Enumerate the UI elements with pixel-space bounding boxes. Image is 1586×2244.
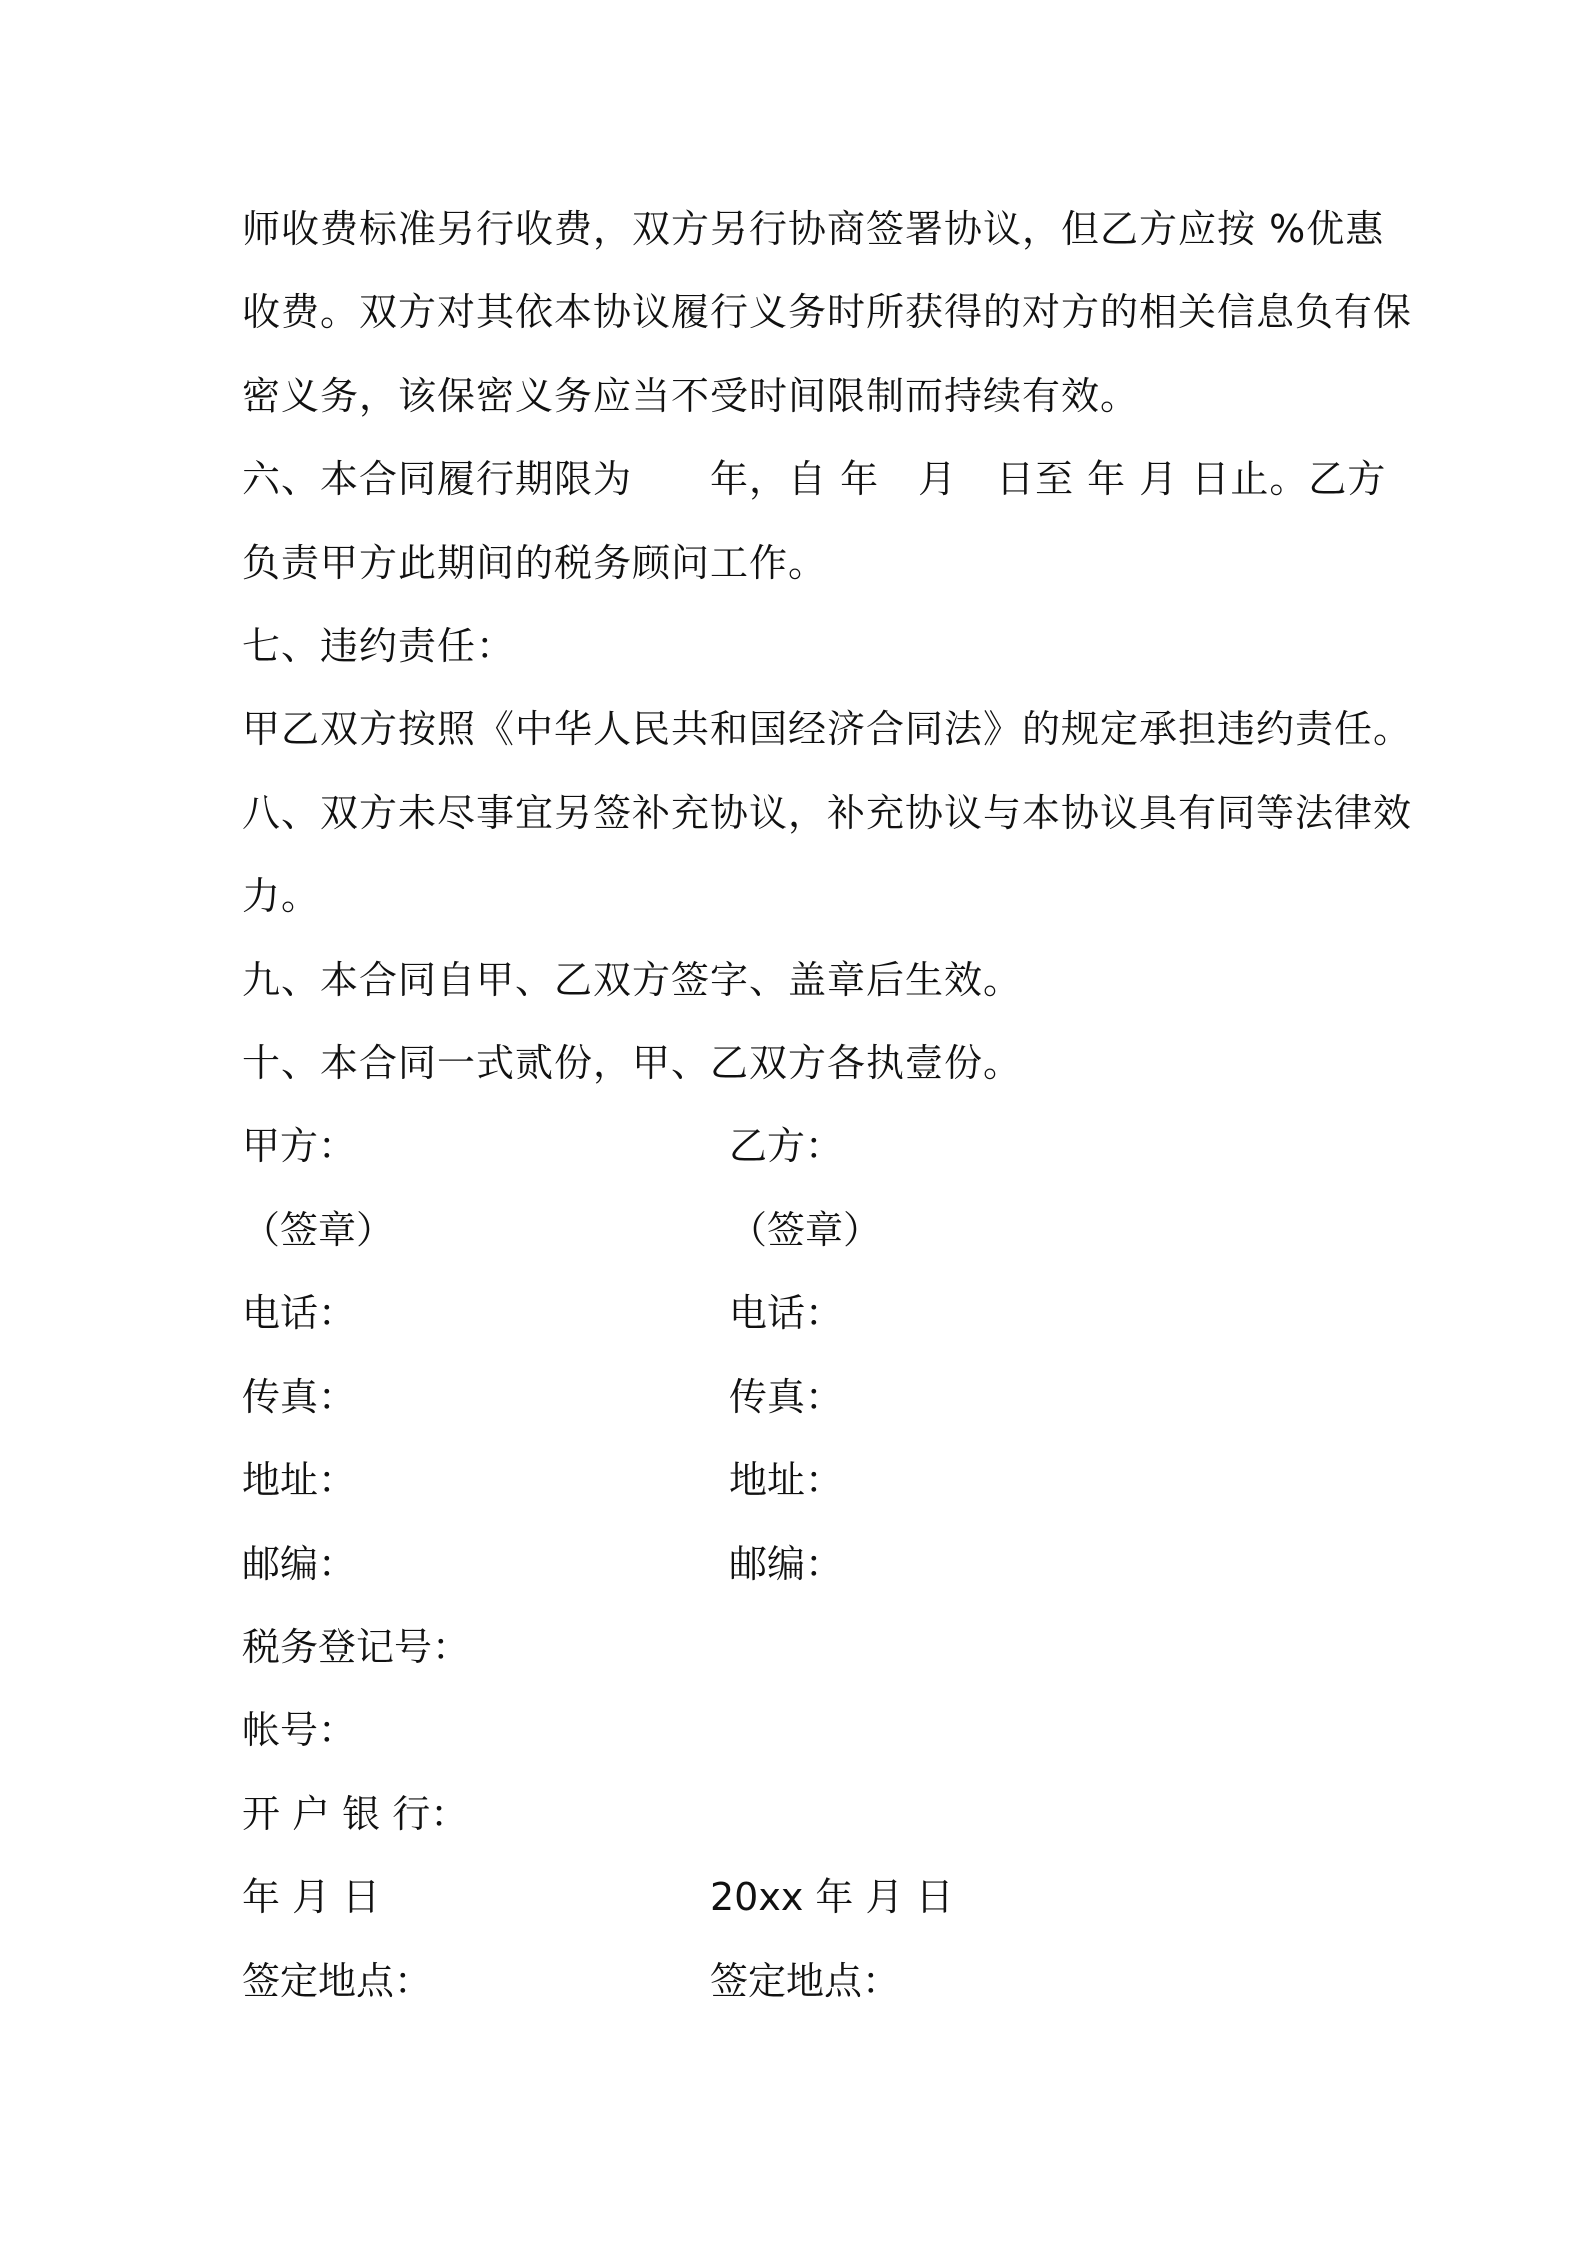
- seal-b-label: （签章）: [729, 1208, 882, 1252]
- account-label: 帐号：: [242, 1708, 357, 1752]
- paragraph-line: 六、本合同履行期限为 年，自 年 月 日至 年 月 日止。乙方: [242, 457, 1387, 501]
- phone-a-label: 电话：: [242, 1291, 357, 1335]
- address-a-label: 地址：: [242, 1458, 357, 1502]
- paragraph-line: 九、本合同自甲、乙双方签字、盖章后生效。: [242, 958, 1023, 1002]
- date-b-label: 20xx 年 月 日: [710, 1875, 954, 1919]
- bank-label: 开 户 银 行：: [242, 1792, 469, 1836]
- paragraph-line: 力。: [242, 874, 321, 918]
- phone-b-label: 电话：: [729, 1291, 844, 1335]
- paragraph-line: 密义务，该保密义务应当不受时间限制而持续有效。: [242, 374, 1140, 418]
- postcode-a-label: 邮编：: [242, 1542, 357, 1586]
- paragraph-line: 收费。双方对其依本协议履行义务时所获得的对方的相关信息负有保: [242, 290, 1413, 334]
- seal-a-label: （签章）: [242, 1208, 395, 1252]
- paragraph-line: 十、本合同一式贰份，甲、乙双方各执壹份。: [242, 1041, 1023, 1085]
- party-a-label: 甲方：: [242, 1124, 357, 1168]
- fax-a-label: 传真：: [242, 1375, 357, 1419]
- address-b-label: 地址：: [729, 1458, 844, 1502]
- paragraph-line: 八、双方未尽事宜另签补充协议，补充协议与本协议具有同等法律效: [242, 791, 1413, 835]
- tax-number-label: 税务登记号：: [242, 1625, 471, 1669]
- party-b-label: 乙方：: [729, 1124, 844, 1168]
- fax-b-label: 传真：: [729, 1375, 844, 1419]
- place-a-label: 签定地点：: [242, 1959, 433, 2003]
- paragraph-line: 七、违约责任：: [242, 624, 516, 668]
- paragraph-line: 负责甲方此期间的税务顾问工作。: [242, 541, 828, 585]
- date-a-label: 年 月 日: [242, 1875, 381, 1919]
- place-b-label: 签定地点：: [710, 1959, 901, 2003]
- paragraph-line: 甲乙双方按照《中华人民共和国经济合同法》的规定承担违约责任。: [242, 707, 1413, 751]
- paragraph-line: 师收费标准另行收费，双方另行协商签署协议，但乙方应按 %优惠: [242, 207, 1385, 251]
- postcode-b-label: 邮编：: [729, 1542, 844, 1586]
